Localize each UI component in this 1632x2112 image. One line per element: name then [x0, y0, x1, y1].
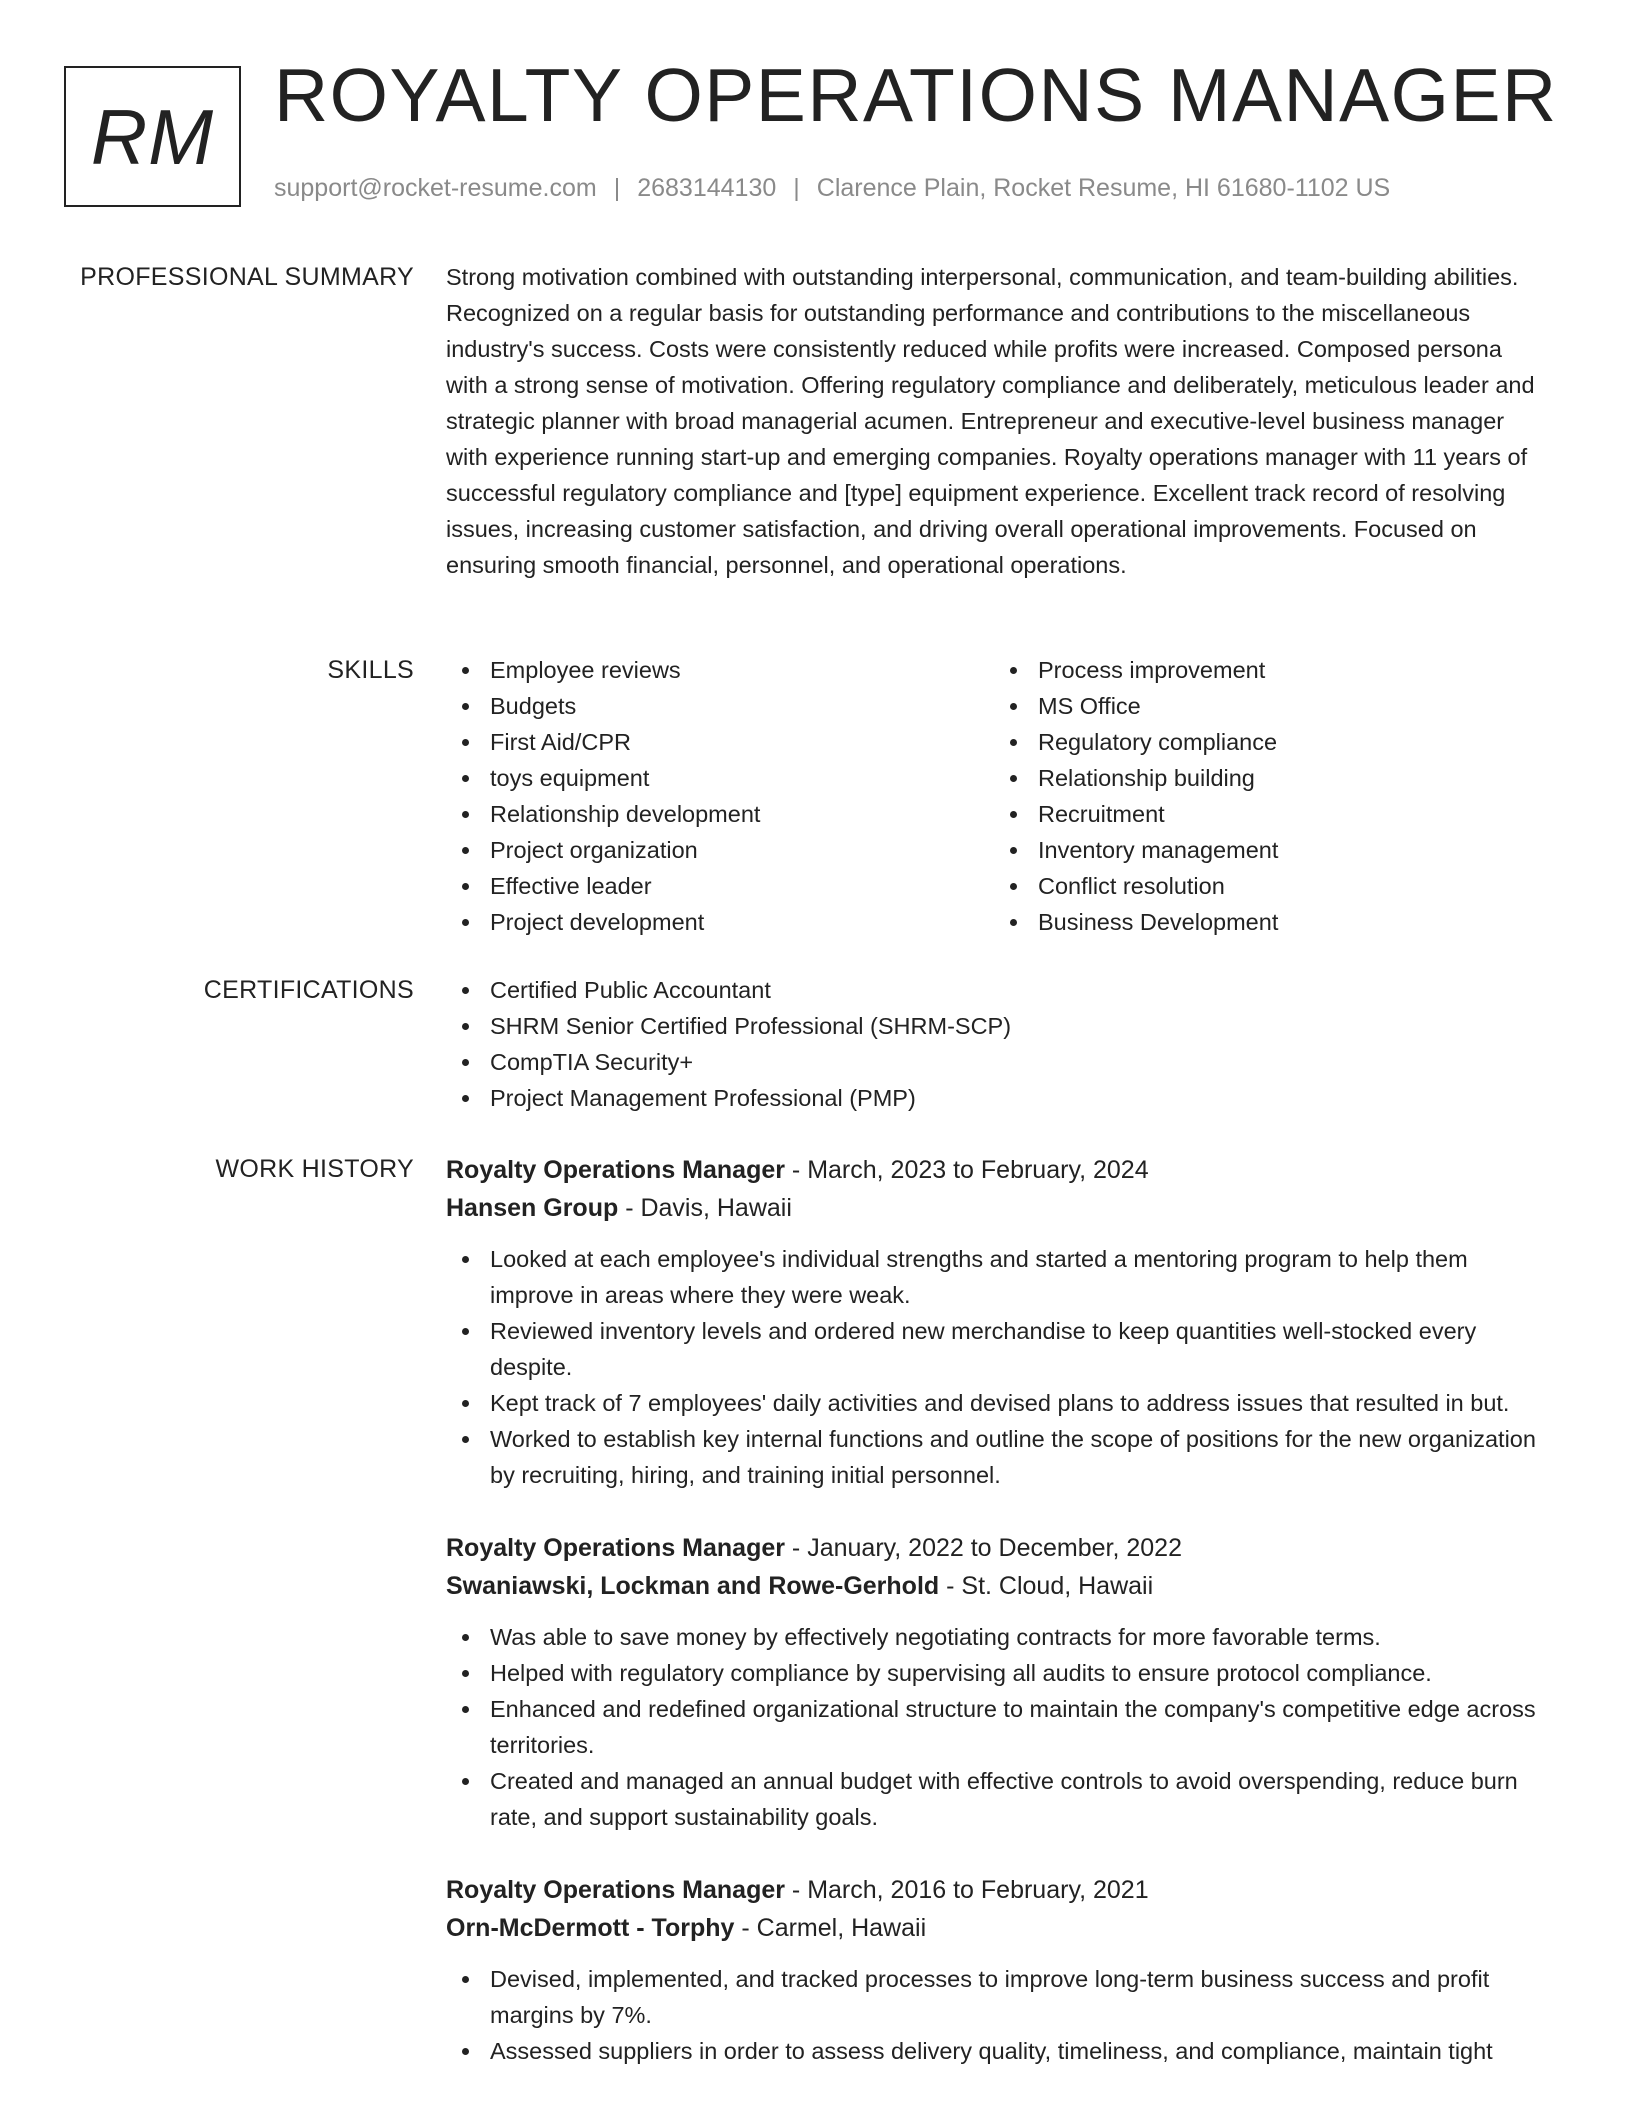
skill-item: toys equipment [446, 760, 994, 796]
contact-phone: 2683144130 [637, 174, 777, 202]
contact-separator: | [613, 174, 621, 202]
job-bullet: Devised, implemented, and tracked processes to improve long-term business success and profit margins by 7%. [446, 1961, 1550, 2033]
skill-item: Recruitment [994, 796, 1542, 832]
job-company-line [446, 1189, 1550, 1227]
skill-item: Project development [446, 904, 994, 940]
summary-heading: PROFESSIONAL SUMMARY [80, 263, 414, 291]
summary-body [446, 259, 1550, 583]
job-location: - Carmel, Hawaii [734, 1914, 927, 1942]
contact-email: support@rocket-resume.com [274, 174, 597, 202]
skill-item: Budgets [446, 688, 994, 724]
job-dates: - March, 2023 to February, 2024 [784, 1156, 1149, 1184]
job-bullet: Was able to save money by effectively negotiating contracts for more favorable terms. [446, 1619, 1550, 1655]
job-title-line [446, 1529, 1550, 1567]
job-company-line [446, 1567, 1550, 1605]
skill-item: First Aid/CPR [446, 724, 994, 760]
skill-item: Project organization [446, 832, 994, 868]
skills-list-right [994, 652, 1542, 940]
certification-item: SHRM Senior Certified Professional (SHRM-SCP) [446, 1008, 1550, 1044]
job-bullet: Assessed suppliers in order to assess delivery quality, timeliness, and compliance, maintain tight [446, 2033, 1550, 2069]
skills-heading: SKILLS [327, 656, 414, 684]
job-bullet: Helped with regulatory compliance by supervising all audits to ensure protocol compliance. [446, 1655, 1550, 1691]
job-bullet: Reviewed inventory levels and ordered new merchandise to keep quantities well-stocked every despite. [446, 1313, 1550, 1385]
skill-item: Effective leader [446, 868, 994, 904]
work-history-body [446, 1151, 1550, 2105]
certification-item: CompTIA Security+ [446, 1044, 1550, 1080]
job-company: Swaniawski, Lockman and Rowe-Gerhold [446, 1572, 940, 1600]
work-history-heading: WORK HISTORY [215, 1155, 414, 1183]
job-company-line [446, 1909, 1550, 1947]
job-title-line [446, 1151, 1550, 1189]
job-bullets [446, 1961, 1550, 2069]
job-entry [446, 1871, 1550, 2069]
job-company: Hansen Group [446, 1194, 619, 1222]
job-location: - St. Cloud, Hawaii [939, 1572, 1154, 1600]
skill-item: MS Office [994, 688, 1542, 724]
job-dates: - January, 2022 to December, 2022 [784, 1534, 1182, 1562]
job-role: Royalty Operations Manager [446, 1534, 785, 1562]
job-role: Royalty Operations Manager [446, 1876, 785, 1904]
certification-item: Certified Public Accountant [446, 972, 1550, 1008]
contact-address: Clarence Plain, Rocket Resume, HI 61680-1102 US [816, 174, 1391, 202]
job-bullet: Enhanced and redefined organizational structure to maintain the company's competitive edge across territories. [446, 1691, 1550, 1763]
job-entry [446, 1529, 1550, 1835]
job-bullets [446, 1619, 1550, 1835]
job-entry [446, 1151, 1550, 1493]
monogram-box [64, 66, 241, 207]
certifications-heading: CERTIFICATIONS [203, 976, 414, 1004]
skills-body [446, 652, 1550, 940]
certifications-body [446, 972, 1550, 1116]
job-bullet: Kept track of 7 employees' daily activities and devised plans to address issues that resulted in but. [446, 1385, 1550, 1421]
skill-item: Regulatory compliance [994, 724, 1542, 760]
skill-item: Relationship building [994, 760, 1542, 796]
job-location: - Davis, Hawaii [618, 1194, 792, 1222]
contact-separator: | [793, 174, 800, 202]
certifications-list [446, 972, 1550, 1116]
skill-item: Employee reviews [446, 652, 994, 688]
resume-title: ROYALTY OPERATIONS MANAGER [274, 53, 1558, 137]
job-bullet: Looked at each employee's individual strengths and started a mentoring program to help them improve in areas where they were weak. [446, 1241, 1550, 1313]
contact-line [274, 174, 1390, 203]
job-bullet: Worked to establish key internal functions and outline the scope of positions for the new organization by recruiting, hiring, and training initial personnel. [446, 1421, 1550, 1493]
summary-text: Strong motivation combined with outstanding interpersonal, communication, and team-building abilities. Recognized on a regular basis for outstanding performance and contributions to the miscellaneous industry's success. Costs were consistently reduced while profits were increased. Composed persona with a strong sense of motivation. Offering regulatory compliance and deliberately, meticulous leader and strategic planner with broad managerial acumen. Entrepreneur and executive-level business manager with experience running start-up and emerging companies. Royalty operations manager with 11 years of successful regulatory compliance and [type] equipment experience. Excellent track record of resolving issues, increasing customer satisfaction, and driving overall operational improvements. Focused on ensuring smooth financial, personnel, and operational operations. [446, 264, 1535, 578]
job-bullet: Created and managed an annual budget with effective controls to avoid overspending, reduce burn rate, and support sustainability goals. [446, 1763, 1550, 1835]
skill-item: Conflict resolution [994, 868, 1542, 904]
job-company: Orn-McDermott - Torphy [446, 1914, 735, 1942]
job-title-line [446, 1871, 1550, 1909]
monogram-initials: RM [90, 92, 215, 181]
skill-item: Process improvement [994, 652, 1542, 688]
skill-item: Relationship development [446, 796, 994, 832]
job-bullets [446, 1241, 1550, 1493]
job-dates: - March, 2016 to February, 2021 [784, 1876, 1149, 1904]
certification-item: Project Management Professional (PMP) [446, 1080, 1550, 1116]
skills-list-left [446, 652, 994, 940]
skill-item: Business Development [994, 904, 1542, 940]
skill-item: Inventory management [994, 832, 1542, 868]
job-role: Royalty Operations Manager [446, 1156, 785, 1184]
